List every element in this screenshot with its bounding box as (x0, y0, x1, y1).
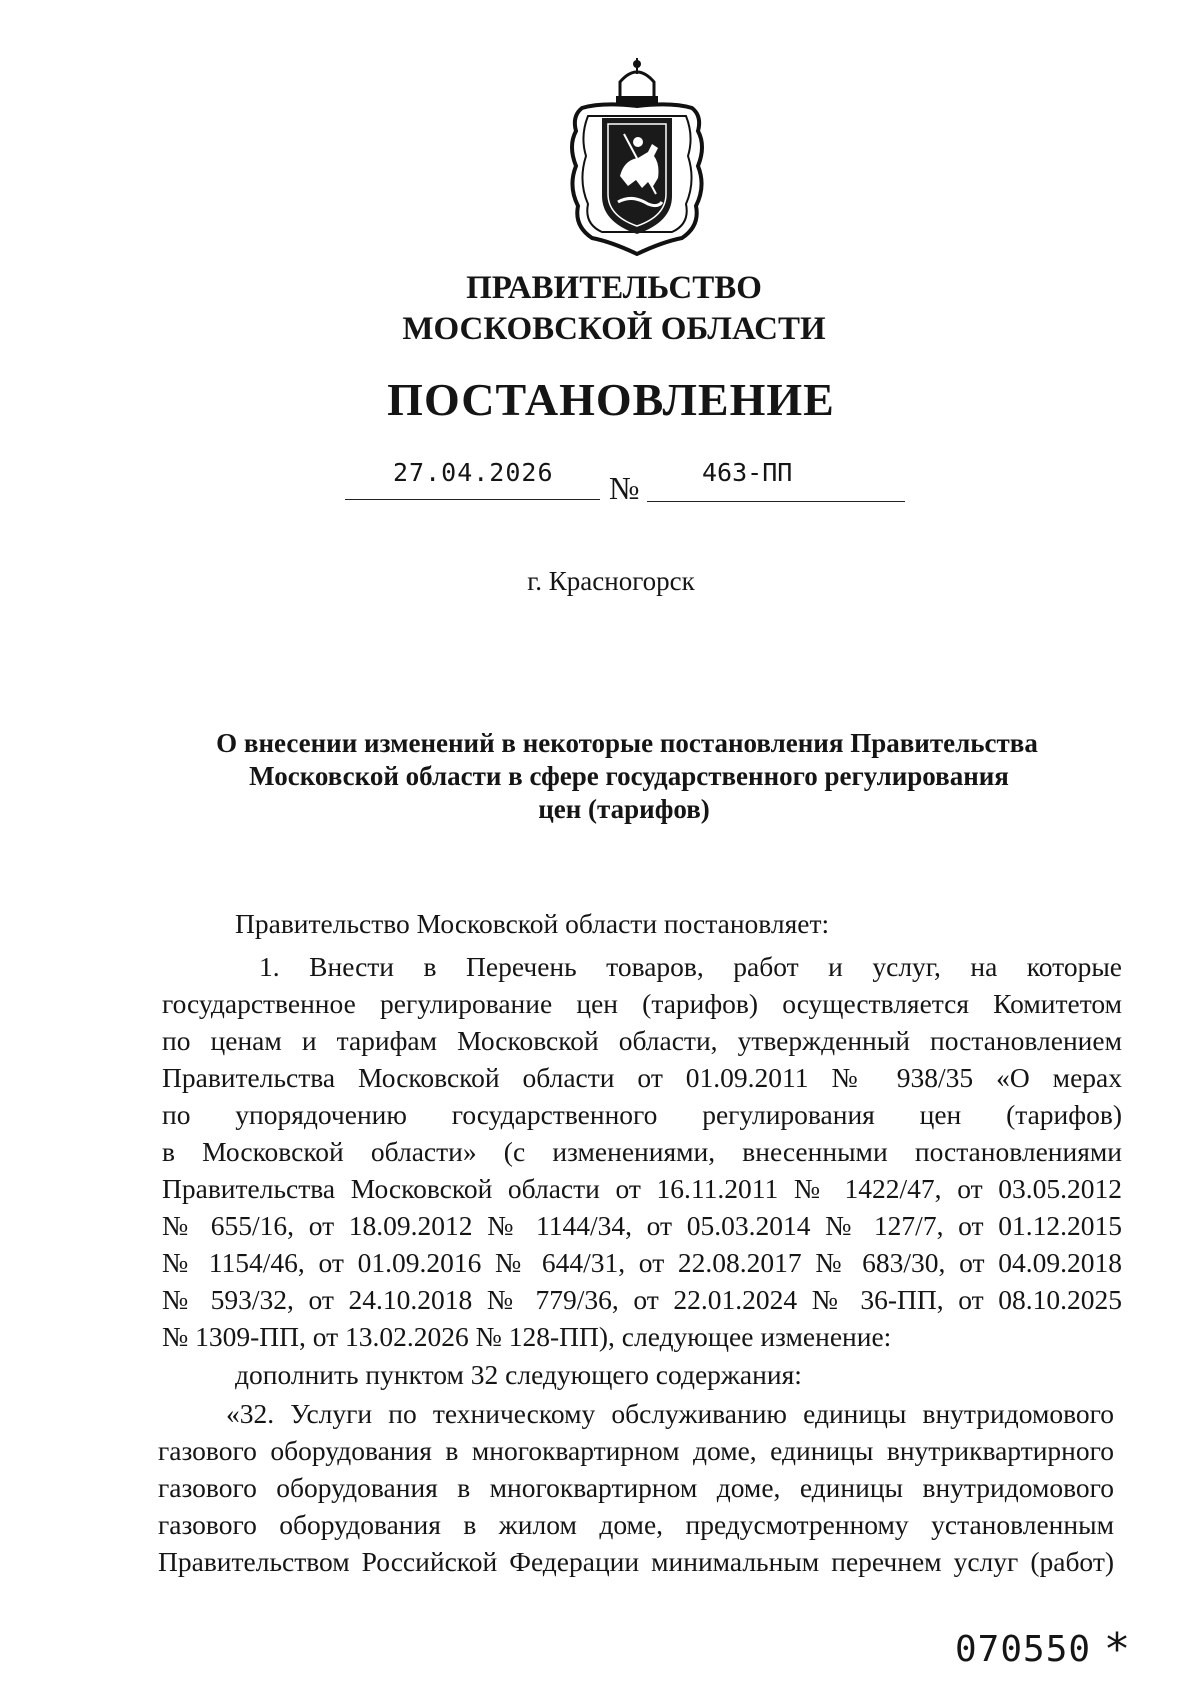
body-line: государственное регулирование цен (тарифов) осуществляется Комитетом (162, 988, 1122, 1019)
body-line: газового оборудования в многоквартирном доме, единицы внутриквартирного (158, 1435, 1114, 1466)
body-line: Правительства Московской области от 16.11.2011 № 1422/47, от 03.05.2012 (162, 1173, 1122, 1204)
subject-line: О внесении изменений в некоторые постановления Правительства (216, 728, 1038, 758)
organization-name-line1: ПРАВИТЕЛЬСТВО (466, 270, 762, 306)
body-line: газового оборудования в жилом доме, предусмотренному установленным (158, 1509, 1114, 1540)
document-type-title: ПОСТАНОВЛЕНИЕ (387, 374, 835, 425)
body-line: № 1309-ПП, от 13.02.2026 № 128-ПП), следующее изменение: (162, 1321, 892, 1352)
subject-line: цен (тарифов) (538, 794, 710, 824)
body-line: газового оборудования в многоквартирном доме, единицы внутридомового (158, 1472, 1114, 1503)
stamp-number: 070550 (955, 1629, 1092, 1670)
document-city: г. Красногорск (527, 566, 695, 596)
body-line: Правительством Российской Федерации минимальным перечнем услуг (работ) (158, 1546, 1114, 1577)
body-line: № 1154/46, от 01.09.2016 № 644/31, от 22.08.2017 № 683/30, от 04.09.2018 (162, 1247, 1122, 1278)
body-line: Правительство Московской области постановляет: (235, 908, 830, 939)
document-number: 463-ПП (702, 458, 793, 487)
stamp-star: * (1106, 1624, 1128, 1675)
number-sign: № (609, 470, 640, 506)
body-line: «32. Услуги по техническому обслуживанию единицы внутридомового (226, 1398, 1114, 1429)
coat-of-arms-emblem (562, 56, 712, 256)
body-line: Правительства Московской области от 01.09.2011 № 938/35 «О мерах (162, 1062, 1122, 1093)
body-line: дополнить пунктом 32 следующего содержания: (235, 1359, 802, 1390)
body-line: № 593/32, от 24.10.2018 № 779/36, от 22.01.2024 № 36-ПП, от 08.10.2025 (162, 1284, 1122, 1315)
body-line: по ценам и тарифам Московской области, утвержденный постановлением (162, 1025, 1122, 1056)
subject-line: Московской области в сфере государственного регулирования (249, 761, 1009, 791)
body-line: по упорядочению государственного регулирования цен (тарифов) (162, 1099, 1122, 1130)
date-underline (345, 499, 600, 500)
body-line: № 655/16, от 18.09.2012 № 1144/34, от 05.03.2014 № 127/7, от 01.12.2015 (162, 1210, 1122, 1241)
document-date: 27.04.2026 (393, 458, 554, 487)
organization-name-line2: МОСКОВСКОЙ ОБЛАСТИ (402, 311, 826, 347)
number-underline (647, 501, 905, 502)
body-line: в Московской области» (с изменениями, внесенными постановлениями (162, 1136, 1122, 1167)
body-line: 1. Внести в Перечень товаров, работ и услуг, на которые (259, 951, 1122, 982)
